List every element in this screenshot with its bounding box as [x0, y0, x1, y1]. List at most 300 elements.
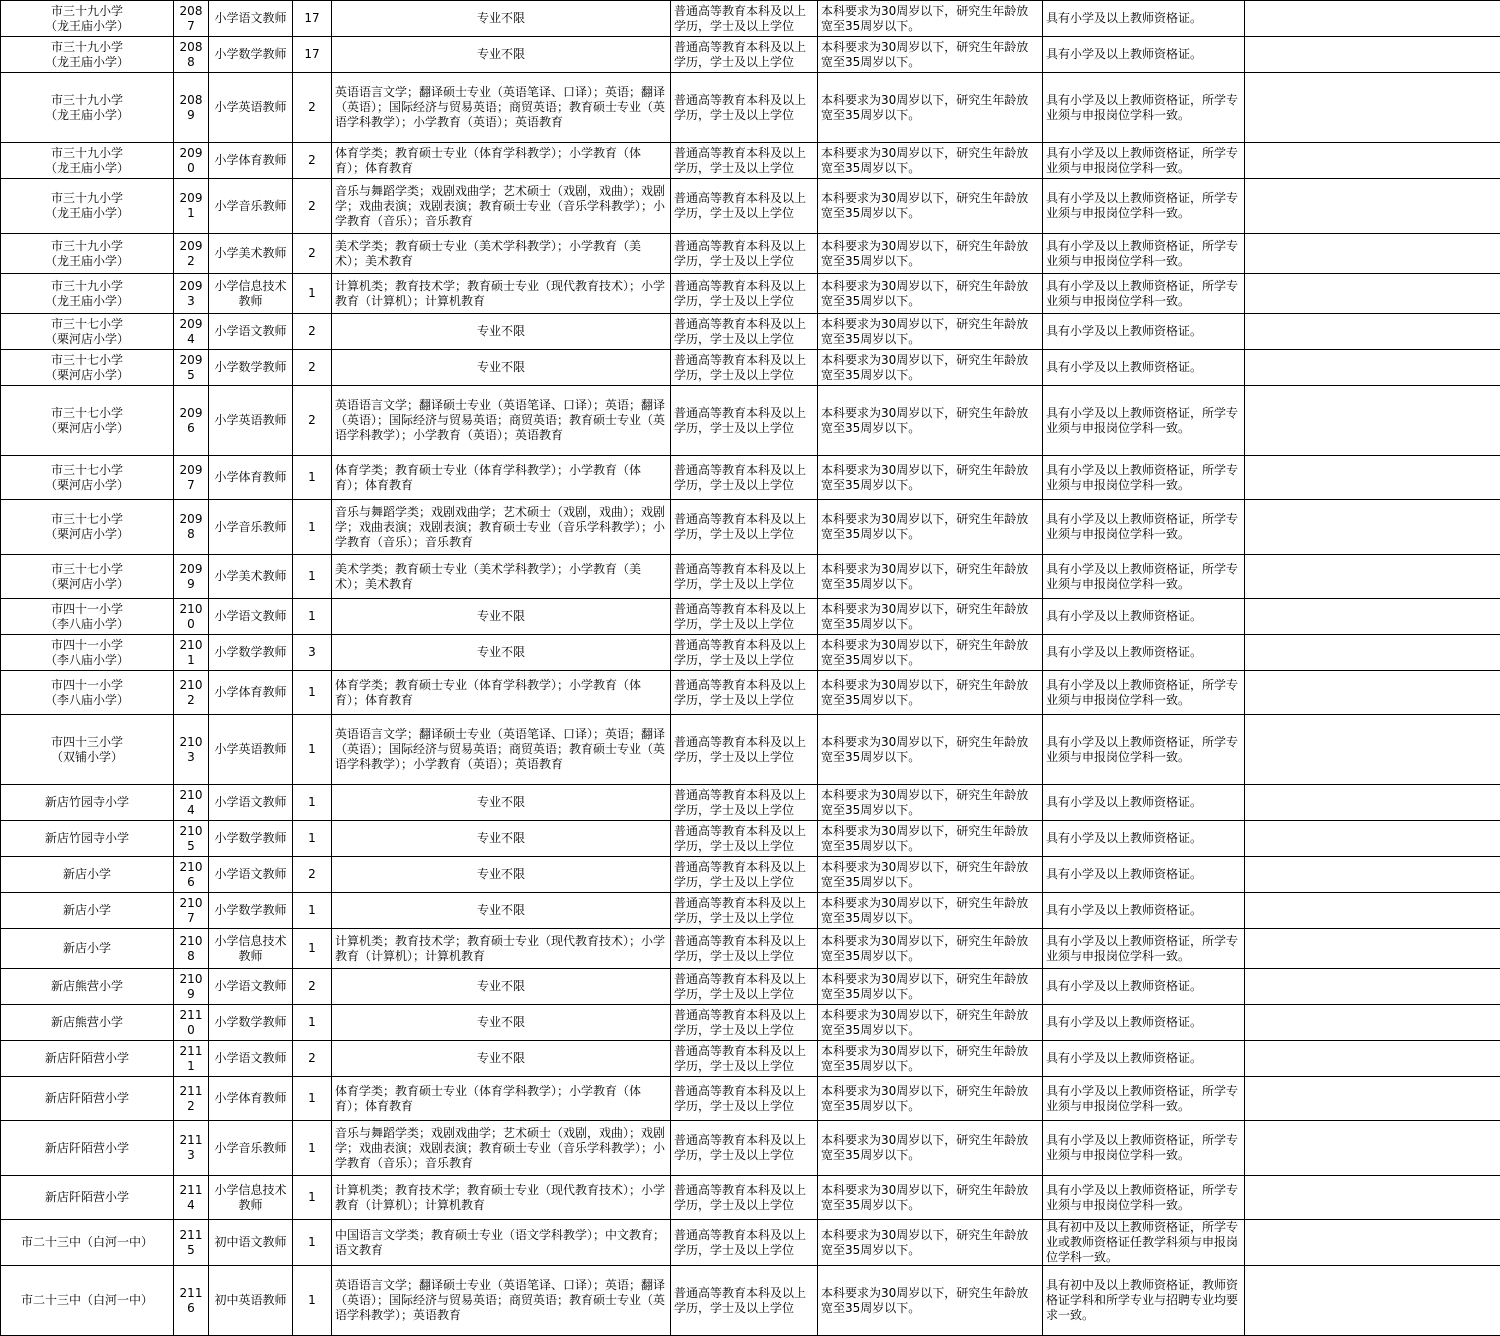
education-cell: 普通高等教育本科及以上学历，学士及以上学位	[671, 785, 818, 821]
education-cell: 普通高等教育本科及以上学历，学士及以上学位	[671, 274, 818, 314]
remark-cell	[1245, 274, 1500, 314]
post-name-cell: 小学英语教师	[209, 73, 293, 143]
post-code-cell: 2113	[174, 1121, 209, 1176]
post-name-cell: 小学语文教师	[209, 314, 293, 350]
major-cell: 体育学类；教育硕士专业（体育学科教学）；小学教育（体育）；体育教育	[332, 1077, 671, 1121]
major-cell: 计算机类；教育技术学；教育硕士专业（现代教育技术）；小学教育（计算机）；计算机教育	[332, 1176, 671, 1220]
education-cell: 普通高等教育本科及以上学历，学士及以上学位	[671, 821, 818, 857]
post-code-cell: 2115	[174, 1220, 209, 1266]
remark-cell	[1245, 386, 1500, 456]
remark-cell	[1245, 143, 1500, 179]
post-name-cell: 小学语文教师	[209, 1, 293, 37]
table-row	[1, 1041, 1500, 1077]
requirement-cell: 具有初中及以上教师资格证，所学专业或教师资格证任教学科须与申报岗位学科一致。	[1043, 1220, 1245, 1266]
school-cell: 市三十七小学 （栗河店小学）	[1, 500, 174, 555]
remark-cell	[1245, 37, 1500, 73]
requirement-cell: 具有小学及以上教师资格证。	[1043, 1041, 1245, 1077]
age-cell: 本科要求为30周岁以下，研究生年龄放宽至35周岁以下。	[818, 143, 1043, 179]
remark-cell	[1245, 715, 1500, 785]
headcount-cell: 1	[293, 715, 332, 785]
education-cell: 普通高等教育本科及以上学历，学士及以上学位	[671, 179, 818, 234]
age-cell: 本科要求为30周岁以下，研究生年龄放宽至35周岁以下。	[818, 671, 1043, 715]
requirement-cell: 具有小学及以上教师资格证。	[1043, 893, 1245, 929]
school-cell: 市三十七小学 （栗河店小学）	[1, 350, 174, 386]
education-cell: 普通高等教育本科及以上学历，学士及以上学位	[671, 893, 818, 929]
post-name-cell: 小学语文教师	[209, 599, 293, 635]
table-row	[1, 893, 1500, 929]
requirement-cell: 具有小学及以上教师资格证，所学专业须与申报岗位学科一致。	[1043, 234, 1245, 274]
headcount-cell: 1	[293, 1121, 332, 1176]
post-name-cell: 小学信息技术教师	[209, 929, 293, 969]
post-code-cell: 2100	[174, 599, 209, 635]
age-cell: 本科要求为30周岁以下，研究生年龄放宽至35周岁以下。	[818, 821, 1043, 857]
education-cell: 普通高等教育本科及以上学历，学士及以上学位	[671, 1121, 818, 1176]
table-row	[1, 386, 1500, 456]
education-cell: 普通高等教育本科及以上学历，学士及以上学位	[671, 386, 818, 456]
headcount-cell: 1	[293, 500, 332, 555]
headcount-cell: 1	[293, 785, 332, 821]
requirement-cell: 具有小学及以上教师资格证。	[1043, 969, 1245, 1005]
table-row	[1, 1, 1500, 37]
remark-cell	[1245, 1005, 1500, 1041]
headcount-cell: 1	[293, 1220, 332, 1266]
post-name-cell: 小学数学教师	[209, 893, 293, 929]
school-cell: 市四十一小学 （李八庙小学）	[1, 599, 174, 635]
remark-cell	[1245, 1, 1500, 37]
age-cell: 本科要求为30周岁以下，研究生年龄放宽至35周岁以下。	[818, 274, 1043, 314]
post-name-cell: 小学数学教师	[209, 821, 293, 857]
table-row	[1, 179, 1500, 234]
headcount-cell: 2	[293, 386, 332, 456]
post-code-cell: 2089	[174, 73, 209, 143]
requirement-cell: 具有小学及以上教师资格证。	[1043, 314, 1245, 350]
headcount-cell: 1	[293, 929, 332, 969]
education-cell: 普通高等教育本科及以上学历，学士及以上学位	[671, 555, 818, 599]
school-cell: 新店小学	[1, 857, 174, 893]
requirement-cell: 具有小学及以上教师资格证，所学专业须与申报岗位学科一致。	[1043, 500, 1245, 555]
school-cell: 新店熊营小学	[1, 1005, 174, 1041]
table-row	[1, 73, 1500, 143]
requirement-cell: 具有小学及以上教师资格证，所学专业须与申报岗位学科一致。	[1043, 1077, 1245, 1121]
remark-cell	[1245, 929, 1500, 969]
post-code-cell: 2111	[174, 1041, 209, 1077]
remark-cell	[1245, 456, 1500, 500]
major-cell: 专业不限	[332, 1, 671, 37]
education-cell: 普通高等教育本科及以上学历，学士及以上学位	[671, 671, 818, 715]
school-cell: 市三十九小学 （龙王庙小学）	[1, 143, 174, 179]
school-cell: 新店熊营小学	[1, 969, 174, 1005]
major-cell: 美术学类；教育硕士专业（美术学科教学）；小学教育（美术）；美术教育	[332, 555, 671, 599]
headcount-cell: 1	[293, 599, 332, 635]
age-cell: 本科要求为30周岁以下，研究生年龄放宽至35周岁以下。	[818, 37, 1043, 73]
major-cell: 计算机类；教育技术学；教育硕士专业（现代教育技术）；小学教育（计算机）；计算机教育	[332, 274, 671, 314]
school-cell: 市四十一小学 （李八庙小学）	[1, 671, 174, 715]
education-cell: 普通高等教育本科及以上学历，学士及以上学位	[671, 1077, 818, 1121]
requirement-cell: 具有小学及以上教师资格证，所学专业须与申报岗位学科一致。	[1043, 1121, 1245, 1176]
school-cell: 市三十九小学 （龙王庙小学）	[1, 73, 174, 143]
school-cell: 市三十七小学 （栗河店小学）	[1, 314, 174, 350]
table-row	[1, 929, 1500, 969]
age-cell: 本科要求为30周岁以下，研究生年龄放宽至35周岁以下。	[818, 386, 1043, 456]
education-cell: 普通高等教育本科及以上学历，学士及以上学位	[671, 1176, 818, 1220]
headcount-cell: 2	[293, 350, 332, 386]
remark-cell	[1245, 73, 1500, 143]
post-name-cell: 小学信息技术教师	[209, 1176, 293, 1220]
requirement-cell: 具有小学及以上教师资格证。	[1043, 37, 1245, 73]
headcount-cell: 1	[293, 456, 332, 500]
remark-cell	[1245, 314, 1500, 350]
school-cell: 市四十三小学 （双铺小学）	[1, 715, 174, 785]
post-code-cell: 2091	[174, 179, 209, 234]
major-cell: 中国语言文学类；教育硕士专业（语文学科教学）；中文教育；语文教育	[332, 1220, 671, 1266]
major-cell: 计算机类；教育技术学；教育硕士专业（现代教育技术）；小学教育（计算机）；计算机教育	[332, 929, 671, 969]
table-row	[1, 599, 1500, 635]
requirement-cell: 具有小学及以上教师资格证，所学专业须与申报岗位学科一致。	[1043, 1176, 1245, 1220]
requirement-cell: 具有小学及以上教师资格证，所学专业须与申报岗位学科一致。	[1043, 143, 1245, 179]
requirement-cell: 具有小学及以上教师资格证，所学专业须与申报岗位学科一致。	[1043, 555, 1245, 599]
school-cell: 新店阡陌营小学	[1, 1176, 174, 1220]
major-cell: 专业不限	[332, 1041, 671, 1077]
major-cell: 专业不限	[332, 314, 671, 350]
table-row	[1, 1121, 1500, 1176]
post-code-cell: 2112	[174, 1077, 209, 1121]
post-name-cell: 小学音乐教师	[209, 179, 293, 234]
age-cell: 本科要求为30周岁以下，研究生年龄放宽至35周岁以下。	[818, 1176, 1043, 1220]
education-cell: 普通高等教育本科及以上学历，学士及以上学位	[671, 350, 818, 386]
requirement-cell: 具有小学及以上教师资格证，所学专业须与申报岗位学科一致。	[1043, 274, 1245, 314]
education-cell: 普通高等教育本科及以上学历，学士及以上学位	[671, 456, 818, 500]
post-code-cell: 2110	[174, 1005, 209, 1041]
major-cell: 音乐与舞蹈学类；戏剧戏曲学；艺术硕士（戏剧，戏曲）；戏剧学；戏曲表演；戏剧表演；教育硕士专业（音乐学科教学）；小学教育（音乐）；音乐教育	[332, 179, 671, 234]
table-row	[1, 314, 1500, 350]
education-cell: 普通高等教育本科及以上学历，学士及以上学位	[671, 1, 818, 37]
requirement-cell: 具有小学及以上教师资格证，所学专业须与申报岗位学科一致。	[1043, 179, 1245, 234]
table-row	[1, 1220, 1500, 1266]
requirement-cell: 具有小学及以上教师资格证。	[1043, 1005, 1245, 1041]
headcount-cell: 1	[293, 1077, 332, 1121]
requirement-cell: 具有小学及以上教师资格证。	[1043, 821, 1245, 857]
headcount-cell: 1	[293, 1176, 332, 1220]
school-cell: 市三十九小学 （龙王庙小学）	[1, 234, 174, 274]
age-cell: 本科要求为30周岁以下，研究生年龄放宽至35周岁以下。	[818, 555, 1043, 599]
post-name-cell: 小学体育教师	[209, 671, 293, 715]
table-row	[1, 969, 1500, 1005]
post-name-cell: 小学数学教师	[209, 37, 293, 73]
post-name-cell: 小学体育教师	[209, 1077, 293, 1121]
post-code-cell: 2092	[174, 234, 209, 274]
school-cell: 新店阡陌营小学	[1, 1121, 174, 1176]
age-cell: 本科要求为30周岁以下，研究生年龄放宽至35周岁以下。	[818, 969, 1043, 1005]
major-cell: 专业不限	[332, 599, 671, 635]
major-cell: 音乐与舞蹈学类；戏剧戏曲学；艺术硕士（戏剧，戏曲）；戏剧学；戏曲表演；戏剧表演；教育硕士专业（音乐学科教学）；小学教育（音乐）；音乐教育	[332, 1121, 671, 1176]
headcount-cell: 2	[293, 314, 332, 350]
headcount-cell: 2	[293, 1041, 332, 1077]
major-cell: 专业不限	[332, 969, 671, 1005]
school-cell: 市三十九小学 （龙王庙小学）	[1, 179, 174, 234]
school-cell: 市三十七小学 （栗河店小学）	[1, 555, 174, 599]
education-cell: 普通高等教育本科及以上学历，学士及以上学位	[671, 73, 818, 143]
post-name-cell: 小学体育教师	[209, 143, 293, 179]
remark-cell	[1245, 179, 1500, 234]
post-code-cell: 2109	[174, 969, 209, 1005]
post-name-cell: 小学语文教师	[209, 785, 293, 821]
post-name-cell: 小学美术教师	[209, 555, 293, 599]
headcount-cell: 2	[293, 73, 332, 143]
headcount-cell: 1	[293, 893, 332, 929]
age-cell: 本科要求为30周岁以下，研究生年龄放宽至35周岁以下。	[818, 1220, 1043, 1266]
table-row	[1, 456, 1500, 500]
remark-cell	[1245, 635, 1500, 671]
post-code-cell: 2116	[174, 1266, 209, 1336]
table-row	[1, 234, 1500, 274]
education-cell: 普通高等教育本科及以上学历，学士及以上学位	[671, 857, 818, 893]
remark-cell	[1245, 785, 1500, 821]
school-cell: 新店阡陌营小学	[1, 1041, 174, 1077]
table-row	[1, 143, 1500, 179]
remark-cell	[1245, 599, 1500, 635]
post-code-cell: 2107	[174, 893, 209, 929]
education-cell: 普通高等教育本科及以上学历，学士及以上学位	[671, 969, 818, 1005]
age-cell: 本科要求为30周岁以下，研究生年龄放宽至35周岁以下。	[818, 1266, 1043, 1336]
post-name-cell: 小学数学教师	[209, 1005, 293, 1041]
education-cell: 普通高等教育本科及以上学历，学士及以上学位	[671, 314, 818, 350]
post-code-cell: 2105	[174, 821, 209, 857]
remark-cell	[1245, 671, 1500, 715]
education-cell: 普通高等教育本科及以上学历，学士及以上学位	[671, 143, 818, 179]
major-cell: 体育学类；教育硕士专业（体育学科教学）；小学教育（体育）；体育教育	[332, 456, 671, 500]
post-code-cell: 2099	[174, 555, 209, 599]
age-cell: 本科要求为30周岁以下，研究生年龄放宽至35周岁以下。	[818, 350, 1043, 386]
remark-cell	[1245, 234, 1500, 274]
requirement-cell: 具有小学及以上教师资格证。	[1043, 785, 1245, 821]
remark-cell	[1245, 1077, 1500, 1121]
education-cell: 普通高等教育本科及以上学历，学士及以上学位	[671, 234, 818, 274]
headcount-cell: 2	[293, 234, 332, 274]
table-row	[1, 555, 1500, 599]
remark-cell	[1245, 350, 1500, 386]
requirement-cell: 具有小学及以上教师资格证，所学专业须与申报岗位学科一致。	[1043, 671, 1245, 715]
major-cell: 专业不限	[332, 893, 671, 929]
headcount-cell: 1	[293, 555, 332, 599]
post-name-cell: 初中英语教师	[209, 1266, 293, 1336]
remark-cell	[1245, 1176, 1500, 1220]
table-row	[1, 500, 1500, 555]
post-name-cell: 小学英语教师	[209, 715, 293, 785]
remark-cell	[1245, 1041, 1500, 1077]
requirement-cell: 具有小学及以上教师资格证，所学专业须与申报岗位学科一致。	[1043, 386, 1245, 456]
requirement-cell: 具有小学及以上教师资格证，所学专业须与申报岗位学科一致。	[1043, 715, 1245, 785]
major-cell: 专业不限	[332, 1005, 671, 1041]
school-cell: 市三十七小学 （栗河店小学）	[1, 456, 174, 500]
table-row	[1, 37, 1500, 73]
table-body	[1, 1, 1500, 1336]
major-cell: 英语语言文学；翻译硕士专业（英语笔译、口译）；英语；翻译（英语）；国际经济与贸易英语；商贸英语；教育硕士专业（英语学科教学）；英语教育	[332, 1266, 671, 1336]
remark-cell	[1245, 1220, 1500, 1266]
post-name-cell: 小学音乐教师	[209, 1121, 293, 1176]
remark-cell	[1245, 500, 1500, 555]
post-name-cell: 小学语文教师	[209, 1041, 293, 1077]
age-cell: 本科要求为30周岁以下，研究生年龄放宽至35周岁以下。	[818, 500, 1043, 555]
post-code-cell: 2088	[174, 37, 209, 73]
major-cell: 专业不限	[332, 785, 671, 821]
headcount-cell: 1	[293, 671, 332, 715]
requirement-cell: 具有小学及以上教师资格证，所学专业须与申报岗位学科一致。	[1043, 929, 1245, 969]
headcount-cell: 17	[293, 37, 332, 73]
post-name-cell: 小学英语教师	[209, 386, 293, 456]
age-cell: 本科要求为30周岁以下，研究生年龄放宽至35周岁以下。	[818, 893, 1043, 929]
table-row	[1, 1077, 1500, 1121]
post-name-cell: 小学语文教师	[209, 969, 293, 1005]
school-cell: 市二十三中（白河一中）	[1, 1220, 174, 1266]
school-cell: 新店竹园寺小学	[1, 821, 174, 857]
major-cell: 英语语言文学；翻译硕士专业（英语笔译、口译）；英语；翻译（英语）；国际经济与贸易英语；商贸英语；教育硕士专业（英语学科教学）；小学教育（英语）；英语教育	[332, 715, 671, 785]
post-code-cell: 2097	[174, 456, 209, 500]
headcount-cell: 17	[293, 1, 332, 37]
requirement-cell: 具有小学及以上教师资格证。	[1043, 350, 1245, 386]
school-cell: 市三十九小学 （龙王庙小学）	[1, 37, 174, 73]
school-cell: 新店竹园寺小学	[1, 785, 174, 821]
major-cell: 专业不限	[332, 635, 671, 671]
major-cell: 体育学类；教育硕士专业（体育学科教学）；小学教育（体育）；体育教育	[332, 143, 671, 179]
post-code-cell: 2108	[174, 929, 209, 969]
education-cell: 普通高等教育本科及以上学历，学士及以上学位	[671, 599, 818, 635]
post-code-cell: 2095	[174, 350, 209, 386]
post-code-cell: 2101	[174, 635, 209, 671]
age-cell: 本科要求为30周岁以下，研究生年龄放宽至35周岁以下。	[818, 1041, 1043, 1077]
major-cell: 英语语言文学；翻译硕士专业（英语笔译、口译）；英语；翻译（英语）；国际经济与贸易英语；商贸英语；教育硕士专业（英语学科教学）；小学教育（英语）；英语教育	[332, 386, 671, 456]
school-cell: 新店小学	[1, 929, 174, 969]
age-cell: 本科要求为30周岁以下，研究生年龄放宽至35周岁以下。	[818, 179, 1043, 234]
post-code-cell: 2094	[174, 314, 209, 350]
post-code-cell: 2098	[174, 500, 209, 555]
school-cell: 新店小学	[1, 893, 174, 929]
requirement-cell: 具有小学及以上教师资格证。	[1043, 635, 1245, 671]
requirement-cell: 具有小学及以上教师资格证。	[1043, 599, 1245, 635]
table-row	[1, 274, 1500, 314]
post-code-cell: 2106	[174, 857, 209, 893]
age-cell: 本科要求为30周岁以下，研究生年龄放宽至35周岁以下。	[818, 857, 1043, 893]
major-cell: 体育学类；教育硕士专业（体育学科教学）；小学教育（体育）；体育教育	[332, 671, 671, 715]
post-code-cell: 2093	[174, 274, 209, 314]
post-code-cell: 2103	[174, 715, 209, 785]
headcount-cell: 3	[293, 635, 332, 671]
table-row	[1, 821, 1500, 857]
table-row	[1, 350, 1500, 386]
remark-cell	[1245, 555, 1500, 599]
post-code-cell: 2087	[174, 1, 209, 37]
post-name-cell: 小学美术教师	[209, 234, 293, 274]
age-cell: 本科要求为30周岁以下，研究生年龄放宽至35周岁以下。	[818, 785, 1043, 821]
education-cell: 普通高等教育本科及以上学历，学士及以上学位	[671, 929, 818, 969]
education-cell: 普通高等教育本科及以上学历，学士及以上学位	[671, 635, 818, 671]
remark-cell	[1245, 969, 1500, 1005]
table-row	[1, 1005, 1500, 1041]
post-code-cell: 2104	[174, 785, 209, 821]
age-cell: 本科要求为30周岁以下，研究生年龄放宽至35周岁以下。	[818, 1121, 1043, 1176]
post-name-cell: 小学体育教师	[209, 456, 293, 500]
age-cell: 本科要求为30周岁以下，研究生年龄放宽至35周岁以下。	[818, 1077, 1043, 1121]
major-cell: 专业不限	[332, 37, 671, 73]
post-code-cell: 2096	[174, 386, 209, 456]
headcount-cell: 2	[293, 969, 332, 1005]
school-cell: 市四十一小学 （李八庙小学）	[1, 635, 174, 671]
headcount-cell: 1	[293, 1266, 332, 1336]
table-row	[1, 1266, 1500, 1336]
education-cell: 普通高等教育本科及以上学历，学士及以上学位	[671, 37, 818, 73]
education-cell: 普通高等教育本科及以上学历，学士及以上学位	[671, 1041, 818, 1077]
major-cell: 专业不限	[332, 350, 671, 386]
age-cell: 本科要求为30周岁以下，研究生年龄放宽至35周岁以下。	[818, 314, 1043, 350]
remark-cell	[1245, 893, 1500, 929]
post-name-cell: 小学信息技术教师	[209, 274, 293, 314]
post-code-cell: 2114	[174, 1176, 209, 1220]
remark-cell	[1245, 1121, 1500, 1176]
post-name-cell: 小学数学教师	[209, 350, 293, 386]
headcount-cell: 1	[293, 1005, 332, 1041]
post-name-cell: 小学语文教师	[209, 857, 293, 893]
school-cell: 市三十九小学 （龙王庙小学）	[1, 1, 174, 37]
requirement-cell: 具有初中及以上教师资格证，教师资格证学科和所学专业与招聘专业均要求一致。	[1043, 1266, 1245, 1336]
headcount-cell: 2	[293, 857, 332, 893]
school-cell: 新店阡陌营小学	[1, 1077, 174, 1121]
education-cell: 普通高等教育本科及以上学历，学士及以上学位	[671, 1220, 818, 1266]
education-cell: 普通高等教育本科及以上学历，学士及以上学位	[671, 1005, 818, 1041]
education-cell: 普通高等教育本科及以上学历，学士及以上学位	[671, 500, 818, 555]
table-row	[1, 635, 1500, 671]
education-cell: 普通高等教育本科及以上学历，学士及以上学位	[671, 715, 818, 785]
remark-cell	[1245, 1266, 1500, 1336]
age-cell: 本科要求为30周岁以下，研究生年龄放宽至35周岁以下。	[818, 456, 1043, 500]
table-row	[1, 857, 1500, 893]
remark-cell	[1245, 857, 1500, 893]
post-code-cell: 2102	[174, 671, 209, 715]
table-row	[1, 785, 1500, 821]
major-cell: 美术学类；教育硕士专业（美术学科教学）；小学教育（美术）；美术教育	[332, 234, 671, 274]
headcount-cell: 2	[293, 179, 332, 234]
headcount-cell: 1	[293, 274, 332, 314]
requirement-cell: 具有小学及以上教师资格证。	[1043, 1, 1245, 37]
remark-cell	[1245, 821, 1500, 857]
table-row	[1, 715, 1500, 785]
table-row	[1, 1176, 1500, 1220]
school-cell: 市三十七小学 （栗河店小学）	[1, 386, 174, 456]
age-cell: 本科要求为30周岁以下，研究生年龄放宽至35周岁以下。	[818, 1005, 1043, 1041]
age-cell: 本科要求为30周岁以下，研究生年龄放宽至35周岁以下。	[818, 73, 1043, 143]
requirement-cell: 具有小学及以上教师资格证。	[1043, 857, 1245, 893]
major-cell: 专业不限	[332, 857, 671, 893]
major-cell: 英语语言文学；翻译硕士专业（英语笔译、口译）；英语；翻译（英语）；国际经济与贸易英语；商贸英语；教育硕士专业（英语学科教学）；小学教育（英语）；英语教育	[332, 73, 671, 143]
major-cell: 音乐与舞蹈学类；戏剧戏曲学；艺术硕士（戏剧，戏曲）；戏剧学；戏曲表演；戏剧表演；教育硕士专业（音乐学科教学）；小学教育（音乐）；音乐教育	[332, 500, 671, 555]
post-name-cell: 小学音乐教师	[209, 500, 293, 555]
age-cell: 本科要求为30周岁以下，研究生年龄放宽至35周岁以下。	[818, 599, 1043, 635]
age-cell: 本科要求为30周岁以下，研究生年龄放宽至35周岁以下。	[818, 1, 1043, 37]
table-row	[1, 671, 1500, 715]
age-cell: 本科要求为30周岁以下，研究生年龄放宽至35周岁以下。	[818, 635, 1043, 671]
school-cell: 市二十三中（白河一中）	[1, 1266, 174, 1336]
school-cell: 市三十九小学 （龙王庙小学）	[1, 274, 174, 314]
post-code-cell: 2090	[174, 143, 209, 179]
major-cell: 专业不限	[332, 821, 671, 857]
education-cell: 普通高等教育本科及以上学历，学士及以上学位	[671, 1266, 818, 1336]
age-cell: 本科要求为30周岁以下，研究生年龄放宽至35周岁以下。	[818, 929, 1043, 969]
post-name-cell: 小学数学教师	[209, 635, 293, 671]
headcount-cell: 1	[293, 821, 332, 857]
requirement-cell: 具有小学及以上教师资格证，所学专业须与申报岗位学科一致。	[1043, 456, 1245, 500]
headcount-cell: 2	[293, 143, 332, 179]
age-cell: 本科要求为30周岁以下，研究生年龄放宽至35周岁以下。	[818, 715, 1043, 785]
post-name-cell: 初中语文教师	[209, 1220, 293, 1266]
requirement-cell: 具有小学及以上教师资格证，所学专业须与申报岗位学科一致。	[1043, 73, 1245, 143]
